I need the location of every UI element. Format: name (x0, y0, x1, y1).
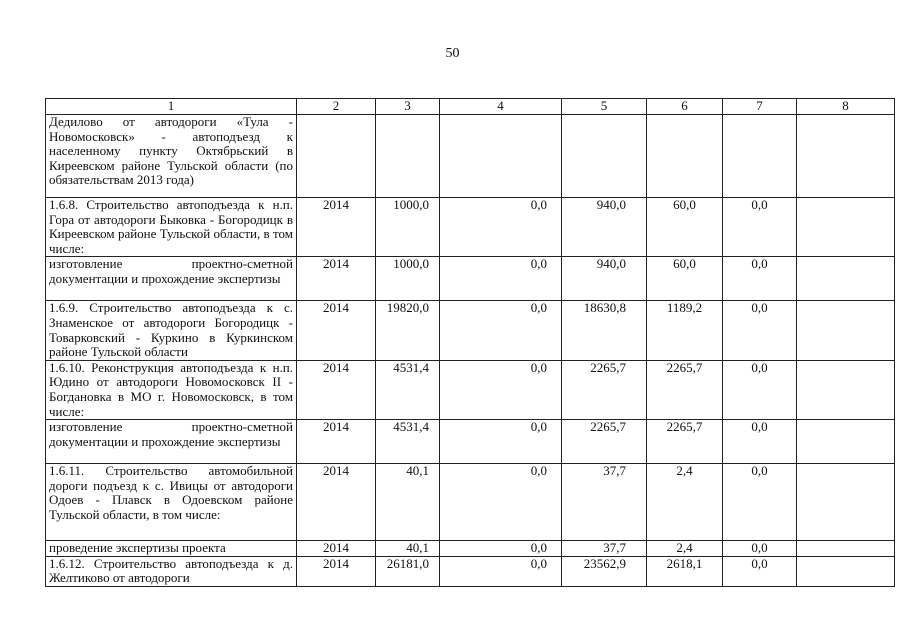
row-description: проведение экспертизы проекта (46, 541, 297, 557)
row-regional: 2265,7 (562, 360, 647, 419)
row-local: 2265,7 (647, 420, 723, 464)
row-total: 4531,4 (376, 360, 440, 419)
row-total: 19820,0 (376, 301, 440, 360)
row-extrabudget: 0,0 (723, 464, 797, 541)
row-local: 60,0 (647, 257, 723, 301)
row-local: 2618,1 (647, 556, 723, 586)
row-note (797, 301, 895, 360)
row-note (797, 360, 895, 419)
row-local (647, 115, 723, 198)
row-year: 2014 (297, 541, 376, 557)
row-year: 2014 (297, 464, 376, 541)
budget-table (45, 98, 895, 587)
row-extrabudget: 0,0 (723, 556, 797, 586)
row-year: 2014 (297, 420, 376, 464)
row-regional: 940,0 (562, 257, 647, 301)
row-description: 1.6.10. Реконструкция автоподъезда к н.п. Юдино от автодороги Новомосковск II - Богдановка в МО г. Новомосковск, в том числе: (46, 360, 297, 419)
table-row (46, 420, 895, 464)
row-extrabudget: 0,0 (723, 420, 797, 464)
column-header-7: 7 (723, 99, 797, 115)
row-description: изготовление проектно-сметной документации и прохождение экспертизы (46, 257, 297, 301)
table-row (46, 556, 895, 586)
table-row (46, 257, 895, 301)
row-year (297, 115, 376, 198)
row-local: 2265,7 (647, 360, 723, 419)
table-header-row (46, 99, 895, 115)
row-federal: 0,0 (440, 541, 562, 557)
column-header-8: 8 (797, 99, 895, 115)
table-row (46, 115, 895, 198)
row-federal (440, 115, 562, 198)
row-regional (562, 115, 647, 198)
row-extrabudget: 0,0 (723, 301, 797, 360)
row-extrabudget: 0,0 (723, 541, 797, 557)
row-total: 40,1 (376, 541, 440, 557)
row-federal: 0,0 (440, 198, 562, 257)
row-federal: 0,0 (440, 464, 562, 541)
row-total: 26181,0 (376, 556, 440, 586)
row-regional: 18630,8 (562, 301, 647, 360)
row-extrabudget: 0,0 (723, 360, 797, 419)
row-description: 1.6.11. Строительство автомобильной дороги подъезд к с. Ивицы от автодороги Одоев - Плавск в Одоевском районе Тульской области, в том числе: (46, 464, 297, 541)
row-note (797, 541, 895, 557)
column-header-5: 5 (562, 99, 647, 115)
row-description: 1.6.9. Строительство автоподъезда к с. Знаменское от автодороги Богородицк - Товарковский - Куркино в Куркинском районе Тульской области (46, 301, 297, 360)
column-header-6: 6 (647, 99, 723, 115)
row-note (797, 464, 895, 541)
row-description: изготовление проектно-сметной документации и прохождение экспертизы (46, 420, 297, 464)
row-local: 60,0 (647, 198, 723, 257)
row-year: 2014 (297, 556, 376, 586)
row-total (376, 115, 440, 198)
row-year: 2014 (297, 360, 376, 419)
row-local: 2,4 (647, 464, 723, 541)
row-year: 2014 (297, 301, 376, 360)
row-regional: 37,7 (562, 541, 647, 557)
row-note (797, 420, 895, 464)
row-federal: 0,0 (440, 360, 562, 419)
table-row (46, 301, 895, 360)
row-regional: 37,7 (562, 464, 647, 541)
row-total: 4531,4 (376, 420, 440, 464)
row-federal: 0,0 (440, 301, 562, 360)
row-year: 2014 (297, 257, 376, 301)
row-description: 1.6.12. Строительство автоподъезда к д. Желтиково от автодороги (46, 556, 297, 586)
row-regional: 940,0 (562, 198, 647, 257)
row-regional: 23562,9 (562, 556, 647, 586)
column-header-4: 4 (440, 99, 562, 115)
row-note (797, 257, 895, 301)
row-note (797, 556, 895, 586)
table-row (46, 360, 895, 419)
row-federal: 0,0 (440, 556, 562, 586)
row-total: 40,1 (376, 464, 440, 541)
row-description: Дедилово от автодороги «Тула - Новомосковск» - автоподъезд к населенному пункту Октябрьский в Киреевском районе Тульской области (по обязательствам 2013 года) (46, 115, 297, 198)
row-note (797, 198, 895, 257)
table-row (46, 198, 895, 257)
row-local: 2,4 (647, 541, 723, 557)
column-header-2: 2 (297, 99, 376, 115)
column-header-1: 1 (46, 99, 297, 115)
row-total: 1000,0 (376, 198, 440, 257)
row-local: 1189,2 (647, 301, 723, 360)
row-federal: 0,0 (440, 257, 562, 301)
row-description: 1.6.8. Строительство автоподъезда к н.п. Гора от автодороги Быковка - Богородицк в Киреевском районе Тульской области, в том числе: (46, 198, 297, 257)
row-year: 2014 (297, 198, 376, 257)
page-number: 50 (445, 46, 460, 61)
column-header-3: 3 (376, 99, 440, 115)
row-federal: 0,0 (440, 420, 562, 464)
row-total: 1000,0 (376, 257, 440, 301)
row-extrabudget: 0,0 (723, 198, 797, 257)
table-row (46, 541, 895, 557)
row-extrabudget: 0,0 (723, 257, 797, 301)
row-extrabudget (723, 115, 797, 198)
table-row (46, 464, 895, 541)
row-regional: 2265,7 (562, 420, 647, 464)
row-note (797, 115, 895, 198)
